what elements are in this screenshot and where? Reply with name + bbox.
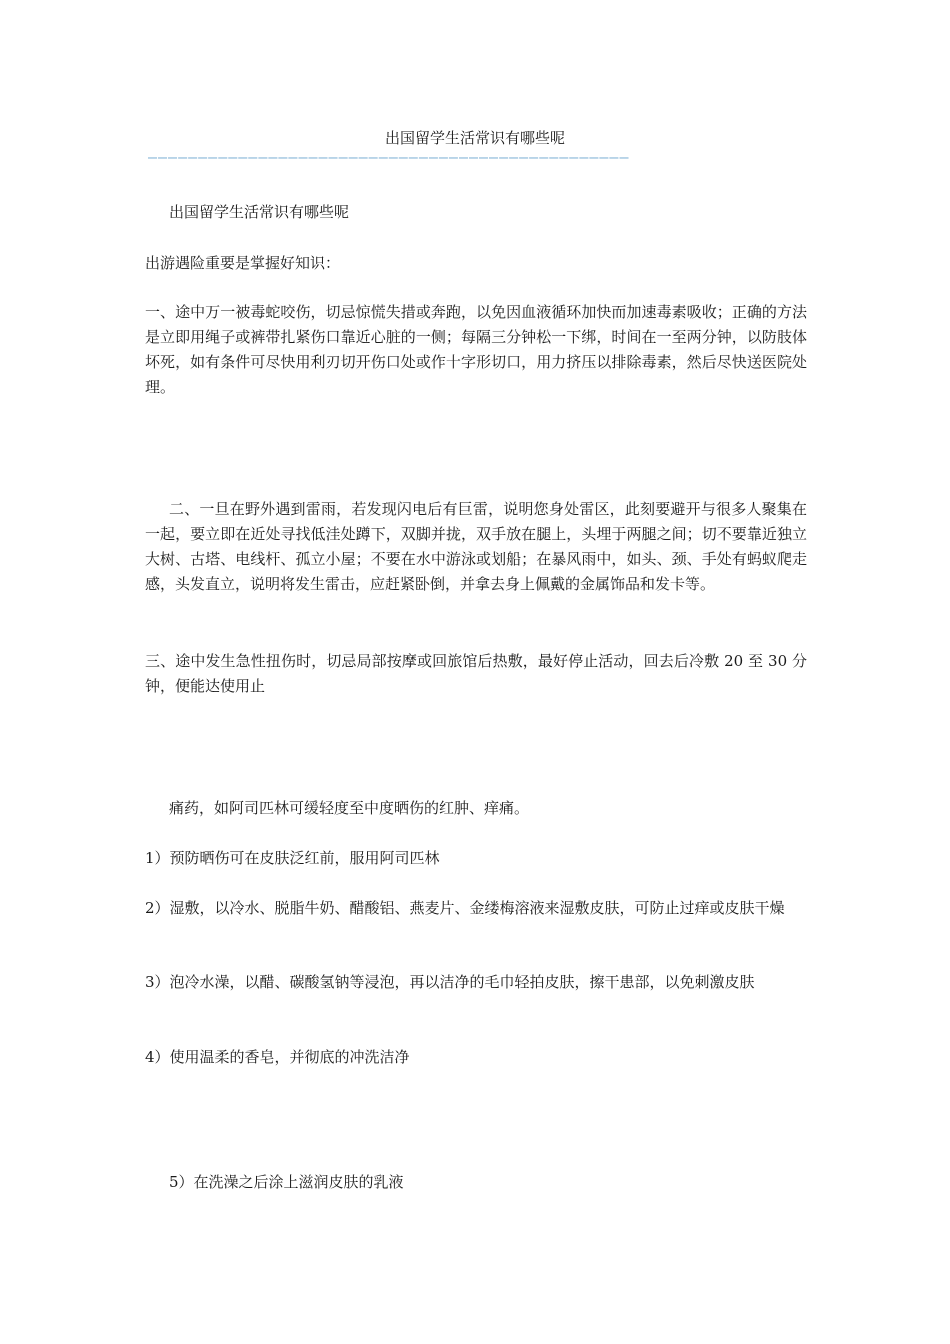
list-item: 2）湿敷，以冷水、脱脂牛奶、醋酸铝、燕麦片、金缕梅溶液来湿敷皮肤，可防止过痒或皮肤干燥 bbox=[145, 899, 785, 917]
subtitle-paragraph: 出国留学生活常识有哪些呢 bbox=[169, 203, 350, 221]
title-divider: ———————————————————————————————————————————————— bbox=[148, 150, 630, 164]
list-item: 1）预防晒伤可在皮肤泛红前，服用阿司匹林 bbox=[145, 849, 440, 867]
list-item: 4）使用温柔的香皂，并彻底的冲洗洁净 bbox=[145, 1048, 410, 1066]
page-title: 出国留学生活常识有哪些呢 bbox=[384, 129, 565, 147]
thunderstorm-paragraph: 二、一旦在野外遇到雷雨，若发现闪电后有巨雷，说明您身处雷区，此刻要避开与很多人聚集在一起，要立即在近处寻找低洼处蹲下，双脚并拢，双手放在腿上，头埋于两腿之间；切不要靠近独立大树、古塔、电线杆、孤立小屋；不要在水中游泳或划船；在暴风雨中，如头、颈、手处有蚂蚁爬走感，头发直立，说明将发生雷击，应赶紧卧倒，并拿去身上佩戴的金属饰品和发卡等。 bbox=[145, 500, 807, 593]
list-item: 5）在洗澡之后涂上滋润皮肤的乳液 bbox=[169, 1173, 404, 1191]
list-item: 3）泡冷水澡，以醋、碳酸氢钠等浸泡，再以洁净的毛巾轻拍皮肤，擦干患部，以免刺激皮肤 bbox=[145, 973, 755, 991]
painkiller-paragraph: 痛药，如阿司匹林可缓轻度至中度晒伤的红肿、痒痛。 bbox=[169, 799, 530, 817]
sprain-paragraph: 三、途中发生急性扭伤时，切忌局部按摩或回旅馆后热敷，最好停止活动，回去后冷敷 20 至 30 分钟，便能达使用止 bbox=[145, 652, 807, 695]
intro-paragraph: 出游遇险重要是掌握好知识： bbox=[145, 254, 341, 272]
snakebite-paragraph: 一、途中万一被毒蛇咬伤，切忌惊慌失措或奔跑，以免因血液循环加快而加速毒素吸收；正确的方法是立即用绳子或裤带扎紧伤口靠近心脏的一侧；每隔三分钟松一下绑，时间在一至两分钟，以防肢体坏死，如有条件可尽快用利刃切开伤口处或作十字形切口，用力挤压以排除毒素，然后尽快送医院处理。 bbox=[145, 303, 807, 396]
